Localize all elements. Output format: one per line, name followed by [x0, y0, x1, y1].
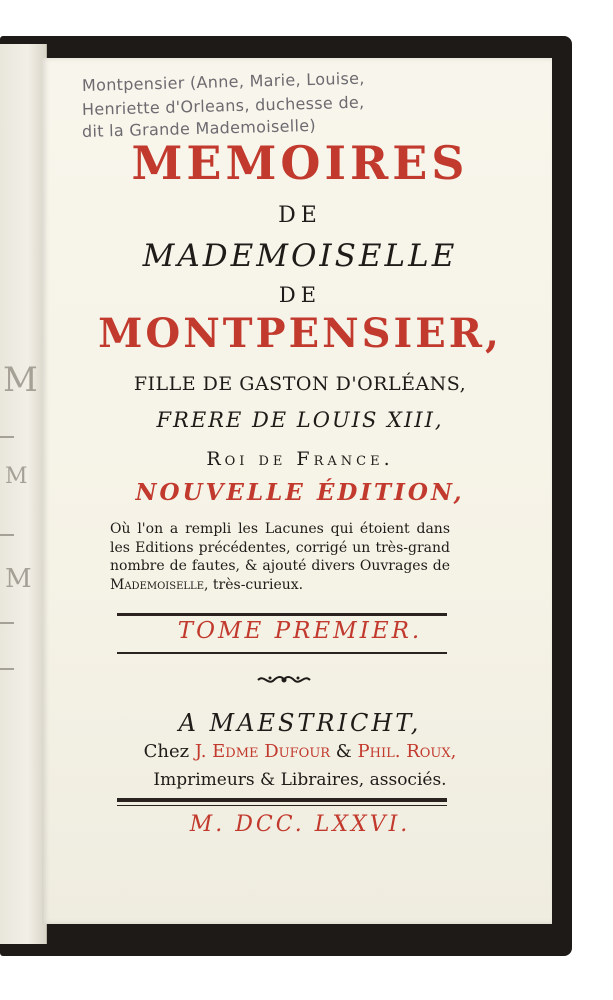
blurb-text-end: , très-curieux.	[204, 576, 304, 593]
title-de: DE	[278, 283, 322, 307]
left-page-rule	[0, 668, 14, 670]
blurb-mademoiselle: Mademoiselle	[110, 576, 204, 593]
left-page-edge	[0, 44, 47, 944]
printer-roux: Phil. Roux,	[357, 741, 457, 762]
rule-thin	[117, 652, 447, 654]
title-roi: Roi de France.	[206, 448, 394, 470]
rule-double-thin	[117, 805, 447, 806]
left-page-rule	[0, 622, 14, 624]
pencil-annotation-line: Henriette d'Orleans, duchesse de,	[81, 92, 365, 119]
edition-label: NOUVELLE ÉDITION,	[135, 479, 465, 506]
edition-description	[110, 520, 450, 594]
left-page-letter: M	[5, 564, 32, 594]
imprint-chez: Chez	[143, 741, 190, 762]
pencil-annotation-line: Montpensier (Anne, Marie, Louise,	[81, 68, 365, 95]
left-page-letter: M	[3, 360, 38, 400]
blurb-text: Où l'on a rempli les Lacunes qui étoient dans les Editions précédentes, corrigé un très-grand nombre de fautes, & ajouté divers Ouvrages de	[110, 521, 450, 574]
imprint-amp: &	[330, 741, 358, 762]
imprint-printers	[60, 741, 540, 762]
imprint-trade: Imprimeurs & Libraires, associés.	[153, 770, 447, 790]
title-montpensier: MONTPENSIER,	[98, 310, 502, 357]
book-title: MEMOIRES	[131, 136, 469, 190]
pencil-annotation-line: dit la Grande Mademoiselle)	[81, 115, 317, 141]
title-fille: FILLE DE GASTON D'ORLÉANS,	[133, 373, 467, 395]
title-mademoiselle: MADEMOISELLE	[142, 238, 458, 274]
rule-double	[117, 798, 447, 802]
left-page-letter: M	[5, 464, 28, 489]
left-page-rule	[0, 436, 14, 438]
rule-thick	[117, 613, 447, 616]
publication-date: M. DCC. LXXVI.	[189, 812, 411, 837]
printer-ornament-icon	[256, 672, 312, 688]
imprint-city: A MAESTRICHT,	[178, 709, 422, 737]
left-page-rule	[0, 534, 14, 536]
volume-label: TOME PREMIER.	[177, 618, 423, 644]
title-frere: FRERE DE LOUIS XIII,	[156, 408, 444, 432]
title-de: DE	[278, 203, 322, 228]
printer-dufour: J. Edme Dufour	[194, 741, 331, 762]
